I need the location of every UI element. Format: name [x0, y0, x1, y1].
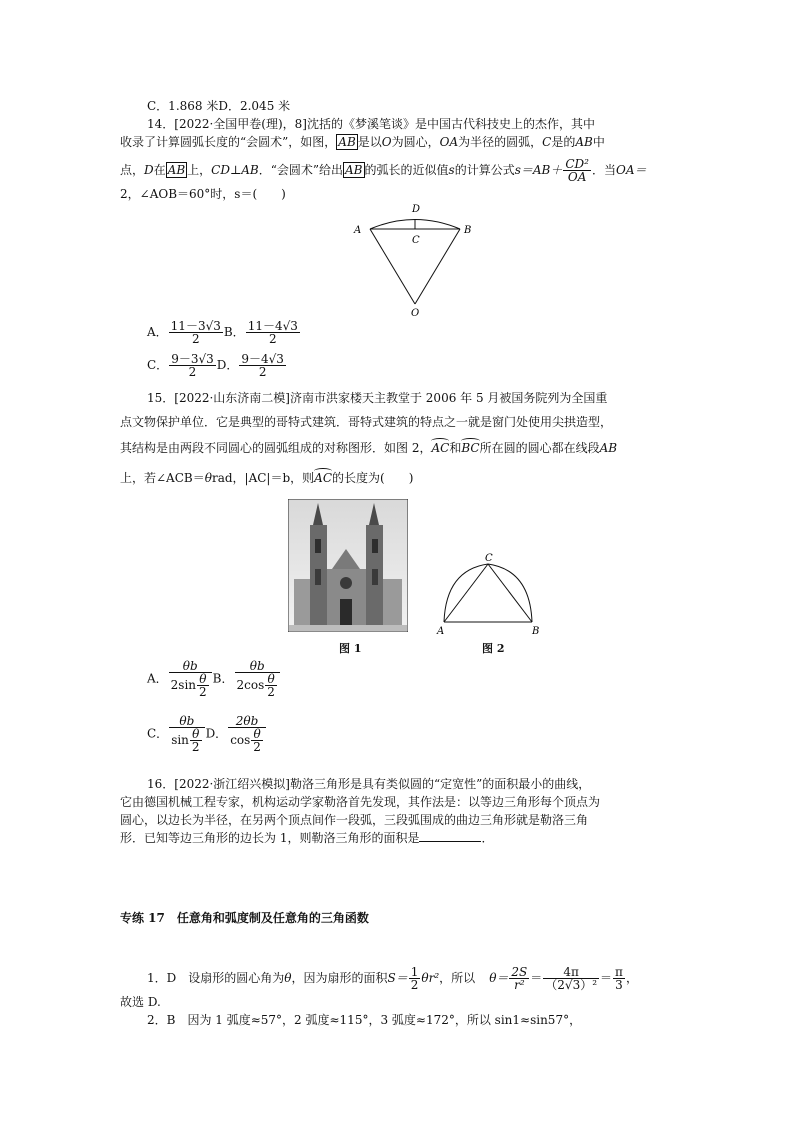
q14-options-row-1: A． $\frac{11-3√3}{2}$ B． $\frac{11-4√3}{2}$: [147, 319, 298, 346]
arch-arcs: [444, 564, 532, 622]
label-d: D: [412, 204, 421, 215]
answer-1-line-1: 1．D 设扇形的圆心角为θ，因为扇形的面积S＝ $\frac{1}{2}$ θr²，所以 θ＝ $\frac{2S}{\text{r²}}$ ＝ $\frac{4\pi}{\text{（2√3）²}}$ ＝ $\frac{\pi}{3}$ ，: [147, 965, 638, 992]
segment-ac: [444, 564, 488, 622]
q15-option-c-frac: θb sin $\frac{\theta}{2}$: [169, 715, 204, 753]
q14-line-3: 点，D在 AB 上，CD⊥AB．“会圆术”给出 AB 的弧长的近似值s的计算公式s＝AB＋ $\frac{\text{CD²}}{OA}$ ．当OA＝: [120, 157, 647, 184]
q15-line-3: 其结构是由两段不同圆心的圆弧组成的对称图形．如图 2，AC和BC所在圆的圆心都在线段AB: [120, 441, 618, 455]
q15-option-a-frac: θb 2sin $\frac{\theta}{2}$: [169, 660, 212, 698]
q14-line-4: 2，∠AOB＝60°时，s＝( ): [120, 187, 286, 201]
q15-options-row-1: A． θb 2sin $\frac{\theta}{2}$ B． θb 2cos $\frac{\theta}{2}$: [147, 660, 281, 698]
arc-ac-symbol-2: AC: [314, 471, 333, 485]
arc-bc-symbol: BC: [461, 441, 480, 455]
q16-line-4: 形．已知等边三角形的边长为 1，则勒洛三角形的面积是 ．: [120, 831, 494, 845]
4pi-fraction: $\frac{4\pi}{\text{（2√3）²}}$: [545, 965, 598, 992]
segment-bc: [488, 564, 532, 622]
answer-1-line-2: 故选 D.: [120, 995, 161, 1009]
q15-option-b-frac: θb 2cos $\frac{\theta}{2}$: [235, 660, 280, 698]
q16-line-2: 它由德国机械工程专家，机构运动学家勒洛首先发现，其作法是：以等边三角形每个顶点为: [120, 795, 601, 809]
arc-ac-symbol: AC: [431, 441, 450, 455]
church-photo: [288, 499, 408, 632]
q14-line-1: 14．[2022·全国甲卷(理)，8]沈括的《梦溪笔谈》是中国古代科技史上的杰作，其中: [147, 117, 595, 131]
q14-options-row-2: C． $\frac{9-3√3}{2}$ D． $\frac{9-4√3}{2}$: [147, 352, 284, 379]
q16-line-3: 圆心，以边长为半径，在另两个顶点间作一段弧，三段弧围成的曲边三角形就是勒洛三角: [120, 813, 589, 827]
pi-over-3-fraction: $\frac{\pi}{3}$: [615, 965, 623, 992]
section-title: 专练 17 任意角和弧度制及任意角的三角函数: [120, 911, 369, 925]
q15-options-row-2: C． θb sin $\frac{\theta}{2}$ D． 2θb cos $\frac{\theta}{2}$: [147, 715, 267, 753]
label-c: C: [412, 235, 420, 246]
q13-options-tail: C．1.868 米D．2.045 米: [147, 99, 291, 113]
arc-ab-symbol-3: AB: [345, 163, 363, 177]
label-c: C: [485, 553, 493, 564]
q14-option-d-frac: $\frac{9-4√3}{2}$: [241, 352, 284, 379]
q14-option-b-frac: $\frac{11-4√3}{2}$: [247, 319, 298, 346]
label-b: B: [532, 626, 540, 637]
half-fraction: $\frac{1}{2}$: [410, 965, 419, 992]
fig1-caption: 图 1: [339, 642, 362, 655]
pointed-arch-figure: [434, 552, 544, 638]
q15-line-2: 点文物保护单位．它是典型的哥特式建筑．哥特式建筑的特点之一就是窗门处使用尖拱造型，: [120, 415, 613, 429]
fig2-caption: 图 2: [482, 642, 505, 655]
label-a: A: [437, 626, 445, 637]
q14-circle-arc-figure: [340, 198, 510, 320]
radius-ob: [415, 229, 460, 304]
arc-ab-symbol-2: AB: [167, 163, 186, 177]
label-a: A: [354, 225, 362, 236]
q14-option-a-frac: $\frac{11-3√3}{2}$: [170, 319, 221, 346]
q15-line-1: 15．[2022·山东济南二模]济南市洪家楼天主教堂于 2006 年 5 月被国务院列为全国重: [147, 391, 608, 405]
q16-line-1: 16．[2022·浙江绍兴模拟]勒洛三角形是具有类似圆的“定宽性”的面积最小的曲线，: [147, 777, 591, 791]
q14-line-2: 收录了计算圆弧长度的“会圆术”，如图， AB 是以O为圆心，OA为半径的圆弧，C是的AB中: [120, 135, 605, 149]
radius-oa: [370, 229, 415, 304]
q14-option-c-frac: $\frac{9-3√3}{2}$: [171, 352, 214, 379]
answer-2-line-1: 2．B 因为 1 弧度≈57°，2 弧度≈115°，3 弧度≈172°，所以 sin1≈sin57°，: [147, 1013, 582, 1027]
q14-formula-fraction: $\frac{\text{CD²}}{OA}$: [565, 157, 589, 184]
q15-line-4: 上，若∠ACB＝θrad，|AC|＝b，则AC的长度为( ): [120, 471, 414, 485]
q15-option-d-frac: 2θb cos $\frac{\theta}{2}$: [228, 715, 266, 753]
label-o: O: [411, 308, 420, 319]
arc-ab-symbol: AB: [338, 135, 356, 149]
answer-blank: [419, 831, 481, 842]
2s-over-r2-fraction: $\frac{2S}{\text{r²}}$: [511, 965, 528, 992]
label-b: B: [464, 225, 472, 236]
